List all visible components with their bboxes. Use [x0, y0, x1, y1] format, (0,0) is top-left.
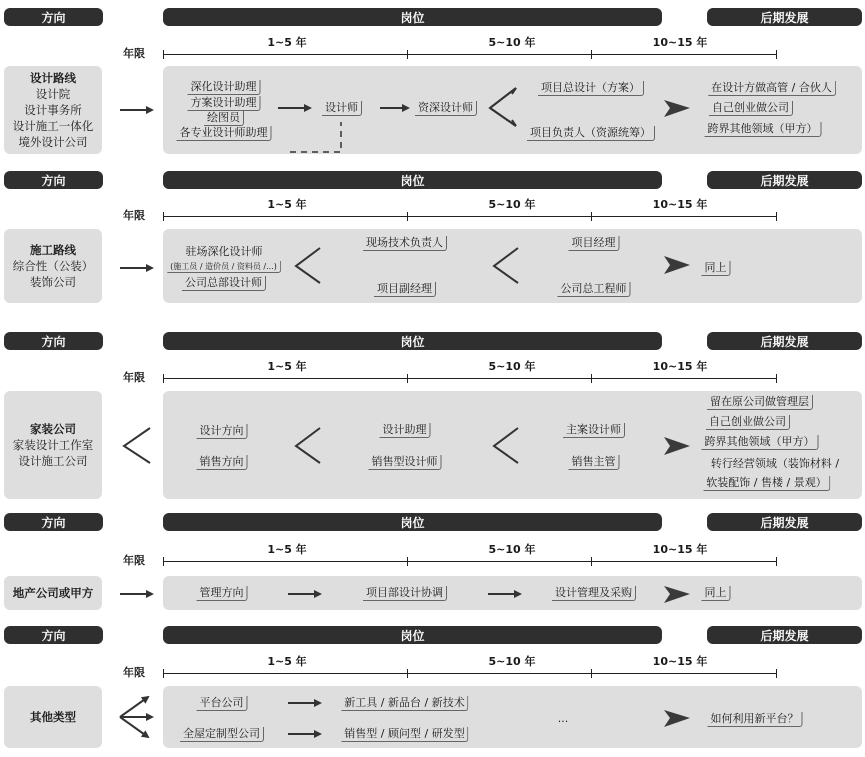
- chevron-icon: [664, 100, 690, 117]
- years-label: 年限: [123, 554, 145, 567]
- years-label: 年限: [123, 666, 145, 679]
- role-label: 销售型设计师: [369, 455, 442, 470]
- header-direction: 方向: [4, 171, 103, 189]
- role-label: 项目经理: [569, 236, 620, 251]
- period-label: 1~5 年: [267, 198, 307, 211]
- period-label: 5~10 年: [488, 543, 536, 556]
- direction-title: 地产公司或甲方: [12, 586, 94, 600]
- period-label: 5~10 年: [488, 198, 536, 211]
- role-label: 平台公司: [197, 696, 248, 711]
- later-label: 自己创业做公司: [706, 415, 790, 430]
- period-label: 10~15 年: [652, 543, 708, 556]
- fork-arrow: [494, 428, 518, 463]
- later-label: 留在原公司做管理层: [707, 395, 813, 410]
- arrow: [120, 717, 148, 737]
- role-label: 项目总设计（方案）: [538, 81, 644, 96]
- header-position: 岗位: [163, 626, 662, 644]
- chevron-icon: [664, 256, 690, 274]
- direction-subtitle: 设计院: [35, 87, 71, 101]
- role-label: 销售型 / 顾问型 / 研发型: [341, 727, 468, 742]
- fork-arrow: [124, 428, 150, 463]
- period-label: 1~5 年: [267, 36, 307, 49]
- later-label: 同上: [702, 586, 731, 601]
- years-label: 年限: [123, 209, 145, 222]
- later-label: 跨界其他领域（甲方）: [702, 435, 819, 450]
- role-label: 深化设计助理: [188, 80, 261, 95]
- dashed-connector: [287, 122, 341, 152]
- period-label: 10~15 年: [652, 36, 708, 49]
- later-label: 在设计方做高管 / 合伙人: [708, 81, 836, 96]
- role-label: 销售方向: [197, 455, 248, 470]
- header-position: 岗位: [163, 8, 662, 26]
- chevron-icon: [664, 586, 690, 603]
- role-label: 方案设计助理: [188, 96, 261, 111]
- later-label: 自己创业做公司: [709, 101, 793, 116]
- direction-title: 施工路线: [30, 243, 76, 257]
- header-later: 后期发展: [707, 8, 862, 26]
- ellipsis-label: ...: [557, 712, 569, 725]
- direction-subtitle: 设计施工一体化: [12, 119, 94, 133]
- role-label: 公司总部设计师: [182, 276, 266, 291]
- period-label: 10~15 年: [652, 655, 708, 668]
- header-later: 后期发展: [707, 332, 862, 350]
- role-label: 设计管理及采购: [552, 586, 636, 601]
- role-label: (施工员 / 造价员 / 资料员 /...): [167, 261, 281, 273]
- header-later: 后期发展: [707, 626, 862, 644]
- period-label: 10~15 年: [652, 198, 708, 211]
- role-label: 项目负责人（资源统筹）: [527, 126, 655, 141]
- role-label: 公司总工程师: [558, 282, 631, 297]
- role-label: 项目副经理: [374, 282, 436, 297]
- period-label: 1~5 年: [267, 360, 307, 373]
- direction-subtitle: 装饰公司: [30, 275, 76, 289]
- header-direction: 方向: [4, 8, 103, 26]
- later-label: 转行经营领域（装饰材料 /: [710, 457, 840, 470]
- role-label: 主案设计师: [563, 423, 625, 438]
- years-label: 年限: [123, 371, 145, 384]
- header-direction: 方向: [4, 626, 103, 644]
- header-direction: 方向: [4, 332, 103, 350]
- role-label: 新工具 / 新品台 / 新技术: [341, 696, 468, 711]
- role-label: 现场技术负责人: [363, 236, 447, 251]
- header-position: 岗位: [163, 332, 662, 350]
- period-label: 5~10 年: [488, 360, 536, 373]
- direction-title: 其他类型: [30, 710, 76, 724]
- role-label: 管理方向: [197, 586, 248, 601]
- period-label: 1~5 年: [267, 655, 307, 668]
- role-label: 设计方向: [197, 424, 248, 439]
- later-label: 如何利用新平台？: [708, 712, 803, 727]
- direction-subtitle: 设计施工公司: [18, 454, 88, 468]
- role-label: 各专业设计师助理: [177, 126, 272, 141]
- period-label: 10~15 年: [652, 360, 708, 373]
- period-label: 1~5 年: [267, 543, 307, 556]
- header-position: 岗位: [163, 513, 662, 531]
- header-later: 后期发展: [707, 171, 862, 189]
- role-label: 设计助理: [380, 423, 431, 438]
- chevron-arrows: [664, 100, 690, 727]
- later-label: 同上: [702, 261, 731, 276]
- direction-subtitle: 家装设计工作室: [12, 438, 94, 452]
- fork-arrow: [296, 428, 320, 463]
- header-direction: 方向: [4, 513, 103, 531]
- role-label: 设计师: [322, 101, 362, 116]
- header-position: 岗位: [163, 171, 662, 189]
- header-later: 后期发展: [707, 513, 862, 531]
- direction-subtitle: 设计事务所: [24, 103, 82, 117]
- later-label: 跨界其他领域（甲方）: [705, 122, 822, 137]
- chevron-icon: [664, 437, 690, 455]
- fork-arrow: [494, 248, 518, 283]
- role-label: 销售主管: [569, 455, 620, 470]
- role-label: 驻场深化设计师: [185, 245, 263, 258]
- period-label: 5~10 年: [488, 655, 536, 668]
- years-label: 年限: [123, 47, 145, 60]
- period-label: 5~10 年: [488, 36, 536, 49]
- chevron-icon: [664, 710, 690, 727]
- role-label: 资深设计师: [415, 101, 477, 116]
- role-label: 全屋定制型公司: [180, 727, 264, 742]
- direction-title: 家装公司: [30, 422, 76, 436]
- direction-title: 设计路线: [30, 71, 76, 85]
- direction-subtitle: 综合性（公装）: [12, 259, 94, 273]
- direction-subtitle: 境外设计公司: [18, 135, 88, 149]
- role-label: 绘图员: [204, 111, 244, 126]
- arrow: [120, 697, 148, 717]
- fork-arrow: [296, 248, 320, 283]
- later-label: 软装配饰 / 售楼 / 景观）: [703, 476, 830, 491]
- role-label: 项目部设计协调: [363, 586, 447, 601]
